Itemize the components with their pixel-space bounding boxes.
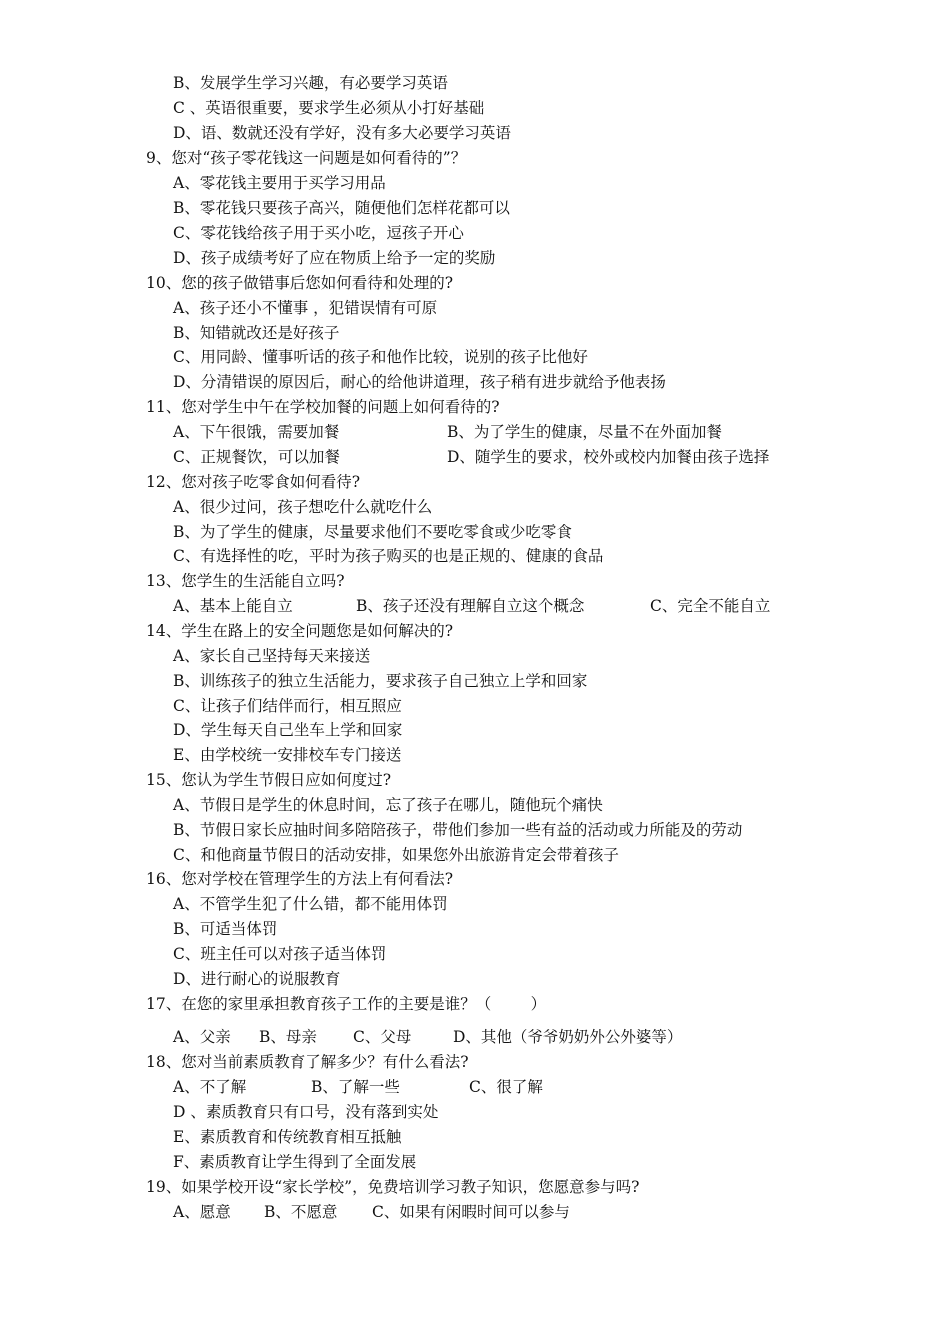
q14-title: 14、学生在路上的安全问题您是如何解决的? [146, 622, 454, 640]
q16-option-a: A、不管学生犯了什么错，都不能用体罚 [173, 895, 448, 913]
q13-title: 13、您学生的生活能自立吗? [146, 572, 345, 590]
q9-title: 9、您对“孩子零花钱这一问题是如何看待的”？ [146, 149, 467, 167]
q10-option-a: A、孩子还小不懂事 ，犯错误情有可原 [173, 299, 438, 317]
q14-option-c: C、让孩子们结伴而行，相互照应 [173, 697, 402, 715]
q18-option-d: D 、素质教育只有口号，没有落到实处 [173, 1103, 439, 1121]
q14-option-a: A、家长自己坚持每天来接送 [173, 647, 371, 665]
q12-option-a: A、很少过问，孩子想吃什么就吃什么 [173, 498, 433, 516]
q17-option-b: B、母亲 [259, 1028, 317, 1046]
q19-option-b: B、不愿意 [264, 1203, 338, 1221]
q10-title: 10、您的孩子做错事后您如何看待和处理的? [146, 274, 454, 292]
q14-option-b: B、训练孩子的独立生活能力，要求孩子自己独立上学和回家 [173, 672, 588, 690]
q9-option-b: B、零花钱只要孩子高兴，随便他们怎样花都可以 [173, 199, 510, 217]
q15-title: 15、您认为学生节假日应如何度过? [146, 771, 392, 789]
q18-option-c: C、很了解 [469, 1078, 543, 1096]
q17-title: 17、在您的家里承担教育孩子工作的主要是谁？（ ） [146, 995, 547, 1013]
q14-option-e: E、由学校统一安排校车专门接送 [173, 746, 402, 764]
q16-option-d: D、进行耐心的说服教育 [173, 970, 341, 988]
q11-option-c: C、正规餐饮，可以加餐 [173, 448, 340, 466]
q15-option-b: B、节假日家长应抽时间多陪陪孩子，带他们参加一些有益的活动或力所能及的劳动 [173, 821, 743, 839]
q18-option-b: B、了解一些 [311, 1078, 400, 1096]
q18-option-e: E、素质教育和传统教育相互抵触 [173, 1128, 402, 1146]
q11-title: 11、您对学生中午在学校加餐的问题上如何看待的? [146, 398, 500, 416]
q19-title: 19、如果学校开设“家长学校”，免费培训学习教子知识，您愿意参与吗? [146, 1178, 640, 1196]
q15-option-a: A、节假日是学生的休息时间，忘了孩子在哪儿，随他玩个痛快 [173, 796, 603, 814]
q9-option-c: C、零花钱给孩子用于买小吃，逗孩子开心 [173, 224, 464, 242]
q16-option-c: C、班主任可以对孩子适当体罚 [173, 945, 387, 963]
q16-option-b: B、可适当体罚 [173, 920, 278, 938]
q10-option-c: C、用同龄、懂事听话的孩子和他作比较，说别的孩子比他好 [173, 348, 588, 366]
q12-title: 12、您对孩子吃零食如何看待? [146, 473, 361, 491]
q11-option-b: B、为了学生的健康，尽量不在外面加餐 [447, 423, 722, 441]
q17-option-d: D、其他（爷爷奶奶外公外婆等） [453, 1028, 683, 1046]
q12-option-b: B、为了学生的健康，尽量要求他们不要吃零食或少吃零食 [173, 523, 572, 541]
q17-option-a: A、父亲 [173, 1028, 231, 1046]
q19-option-a: A、愿意 [173, 1203, 231, 1221]
q12-option-c: C、有选择性的吃，平时为孩子购买的也是正规的、健康的食品 [173, 547, 604, 565]
q13-option-b: B、孩子还没有理解自立这个概念 [356, 597, 585, 615]
q8-option-c: C 、英语很重要，要求学生必须从小打好基础 [173, 99, 485, 117]
q10-option-d: D、分清错误的原因后，耐心的给他讲道理，孩子稍有进步就给予他表扬 [173, 373, 666, 391]
q8-option-d: D、语、数就还没有学好，没有多大必要学习英语 [173, 124, 511, 142]
q9-option-d: D、孩子成绩考好了应在物质上给予一定的奖励 [173, 249, 496, 267]
q18-option-a: A、不了解 [173, 1078, 247, 1096]
q13-option-a: A、基本上能自立 [173, 597, 293, 615]
q16-title: 16、您对学校在管理学生的方法上有何看法? [146, 870, 454, 888]
q18-option-f: F、素质教育让学生得到了全面发展 [173, 1153, 417, 1171]
q15-option-c: C、和他商量节假日的活动安排，如果您外出旅游肯定会带着孩子 [173, 846, 619, 864]
q19-option-c: C、如果有闲暇时间可以参与 [372, 1203, 570, 1221]
q18-title: 18、您对当前素质教育了解多少？有什么看法? [146, 1053, 469, 1071]
q11-option-a: A、下午很饿，需要加餐 [173, 423, 340, 441]
q17-option-c: C、父母 [353, 1028, 412, 1046]
q10-option-b: B、知错就改还是好孩子 [173, 324, 340, 342]
q14-option-d: D、学生每天自己坐车上学和回家 [173, 721, 403, 739]
q11-option-d: D、随学生的要求，校外或校内加餐由孩子选择 [447, 448, 770, 466]
q8-option-b: B、发展学生学习兴趣，有必要学习英语 [173, 74, 448, 92]
q9-option-a: A、零花钱主要用于买学习用品 [173, 174, 386, 192]
q13-option-c: C、完全不能自立 [650, 597, 771, 615]
